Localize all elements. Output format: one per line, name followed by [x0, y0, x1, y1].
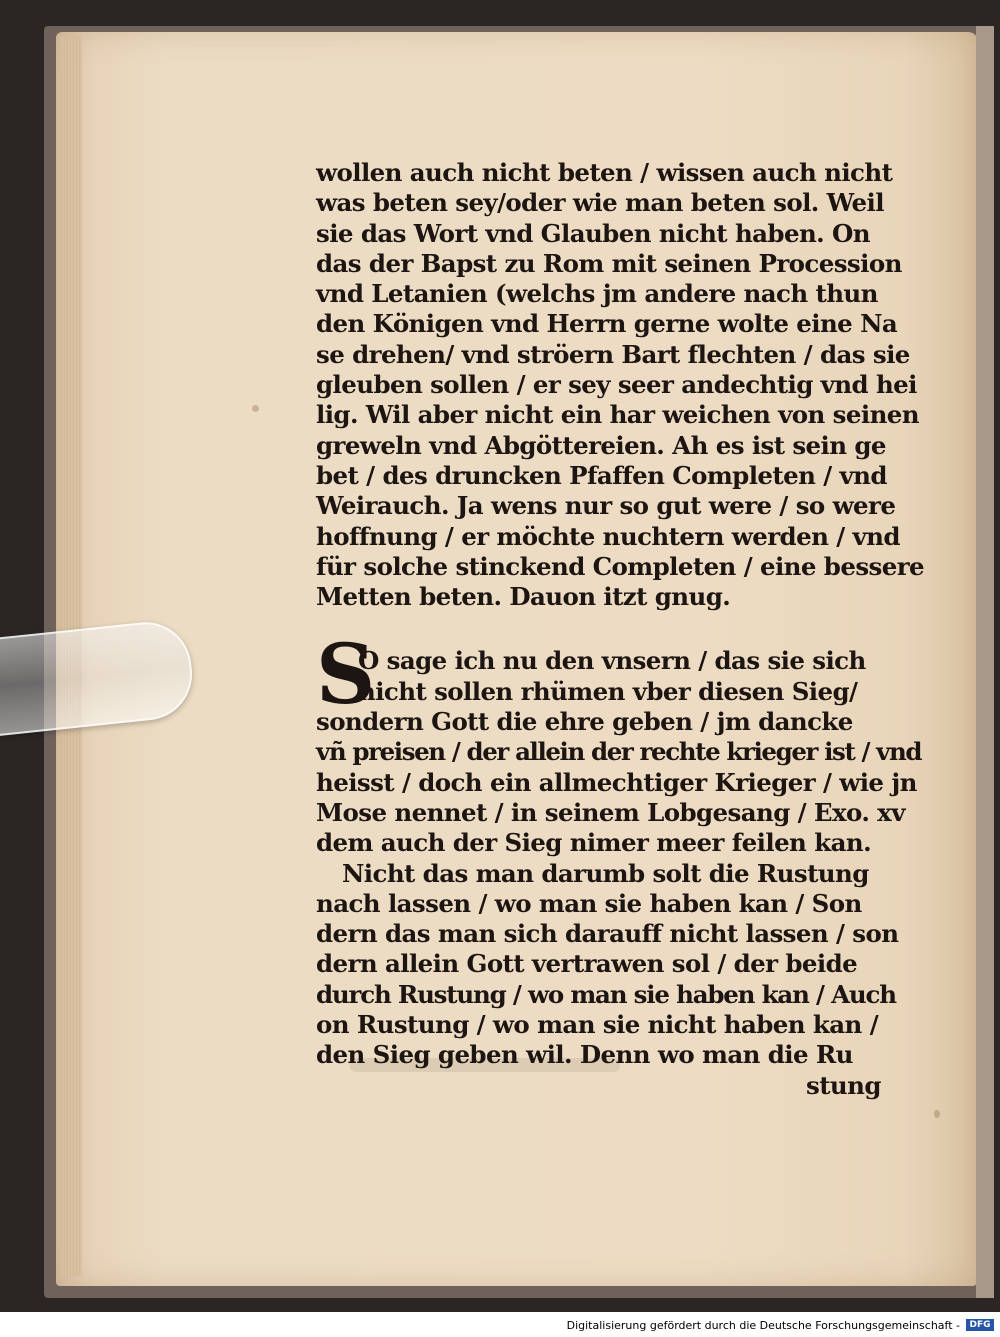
text-line: vnd Letanien (welchs jm andere nach thun: [316, 279, 878, 309]
text-line: sie das Wort vnd Glauben nicht haben. On: [316, 218, 870, 248]
text-line: für solche stinckend Completen / eine bessere: [316, 551, 924, 581]
text-line: heisst / doch ein allmechtiger Krieger / wie jn: [316, 767, 917, 797]
paragraph-gap: [316, 612, 896, 646]
text-line: sondern Gott die ehre geben / jm dancke: [316, 707, 853, 737]
text-line: dern allein Gott vertrawen sol / der beide: [316, 949, 858, 979]
text-line: vñ preisen / der allein der rechte krieger ist / vnd: [316, 737, 922, 767]
text-line: das der Bapst zu Rom mit seinen Procession: [316, 248, 902, 278]
page-text: [316, 158, 924, 1101]
text-line: den Königen vnd Herrn gerne wolte eine Na: [316, 309, 898, 339]
paper-stain: [252, 405, 259, 412]
text-line: O sage ich nu den vnsern / das sie sich: [358, 646, 866, 676]
text-line: dern das man sich darauff nicht lassen / son: [316, 919, 899, 949]
text-line: hoffnung / er möchte nuchtern werden / vnd: [316, 521, 900, 551]
text-line: Weirauch. Ja wens nur so gut were / so were: [316, 491, 896, 521]
text-line: nicht sollen rhümen vber diesen Sieg/: [358, 676, 858, 706]
text-line: was beten sey/oder wie man beten sol. Weil: [316, 188, 884, 218]
text-line: dem auch der Sieg nimer meer feilen kan.: [316, 828, 871, 858]
binding-strip: [976, 26, 994, 1298]
dfg-logo: DFG: [966, 1319, 994, 1331]
text-line: wollen auch nicht beten / wissen auch nicht: [316, 158, 893, 187]
text-line: nach lassen / wo man sie haben kan / Son: [316, 888, 862, 918]
text-line: gleuben sollen / er sey seer andechtig vnd hei: [316, 370, 917, 400]
text-line: on Rustung / wo man sie nicht haben kan /: [316, 1010, 879, 1040]
text-line: Nicht das man darumb solt die Rustung: [342, 858, 869, 888]
text-line: Mose nennet / in seinem Lobgesang / Exo. xv: [316, 797, 905, 827]
drop-cap: S: [316, 627, 376, 723]
text-line: se drehen/ vnd ströern Bart flechten / das sie: [316, 339, 910, 369]
text-line: durch Rustung / wo man sie haben kan / Auch: [316, 979, 896, 1009]
catchword: stung: [806, 1070, 881, 1100]
text-line: den Sieg geben wil. Denn wo man die Ru: [316, 1040, 853, 1070]
paper-stain: [934, 1110, 940, 1118]
text-line: bet / des druncken Pfaffen Completen / vnd: [316, 460, 887, 490]
footer-credit: Digitalisierung gefördert durch die Deutsche Forschungsgemeinschaft -: [566, 1319, 960, 1332]
text-line: greweln vnd Abgöttereien. Ah es ist sein ge: [316, 430, 886, 460]
footer-bar: [0, 1312, 1000, 1337]
text-line: lig. Wil aber nicht ein har weichen von seinen: [316, 400, 919, 430]
text-line: Metten beten. Dauon itzt gnug.: [316, 582, 731, 612]
